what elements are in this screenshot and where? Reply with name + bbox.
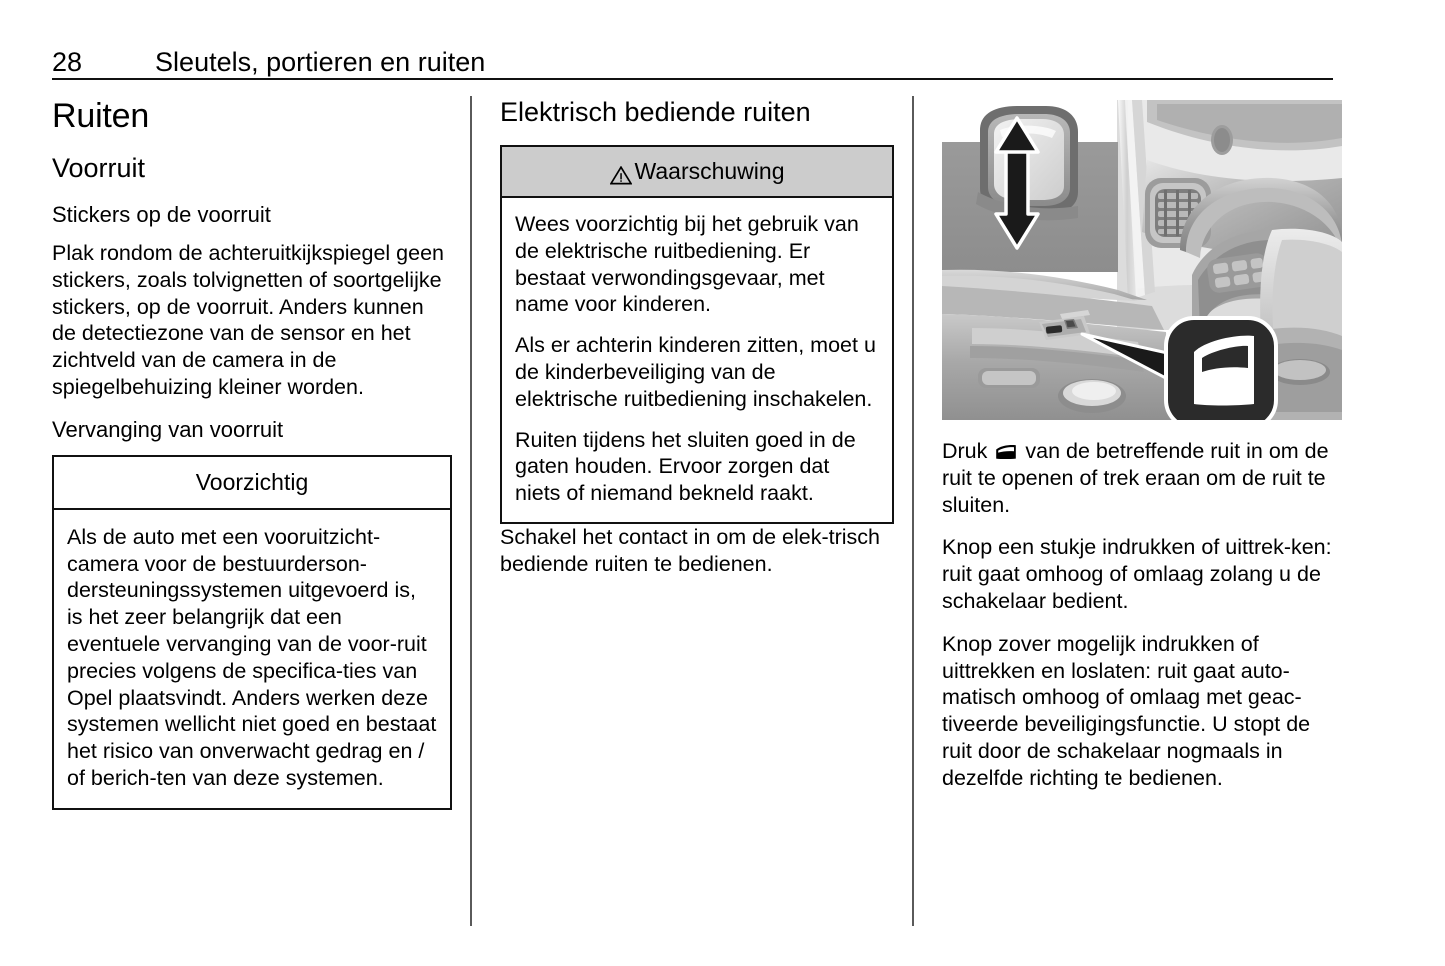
page-number: 28 — [52, 47, 83, 77]
caution-box-text: Als de auto met een vooruitzicht-camera voor de bestuurderson-dersteuningssystemen uitgevoerd is, is het zeer belangrijk dat een eventuele vervanging van de voor-ruit precies volgens de specifica-ties van Opel plaatsvindt. Anders werken deze systemen wellicht niet goed en bestaat het risico van onverwacht gedrag en / of berich-ten van deze systemen. — [67, 524, 437, 790]
caution-box-body — [54, 510, 450, 808]
warning-box — [500, 145, 894, 524]
heading-vervanging-van-voorruit: Vervanging van voorruit — [52, 416, 284, 442]
paragraph-knop-zover: Knop zover mogelijk indrukken of uittrekken en loslaten: ruit gaat auto-matisch omhoog of omlaag met geac-tiveerde beveiligingsfunctie. U stopt de ruit door de schakelaar nogmaals in dezelfde richting te bedienen. — [942, 631, 1311, 790]
paragraph-stickers: Plak rondom de achteruitkijkspiegel geen stickers, zoals tolvignetten of soortgelijke stickers, op de voorruit. Anders kunnen de detectiezone van de sensor en het zichtveld van de camera in de spiegelbehuizing kleiner worden. — [52, 241, 445, 399]
paragraph-druk-ruit — [942, 438, 1337, 518]
content-columns — [52, 96, 1337, 926]
warning-box-heading-row — [502, 147, 892, 198]
heading-elektrisch-bediende-ruiten: Elektrisch bediende ruiten — [500, 97, 811, 127]
page-header-title: Sleutels, portieren en ruiten — [155, 47, 486, 77]
warning-paragraph-2: Als er achterin kinderen zitten, moet u de kinderbeveiliging van de elektrische ruitbediening inschakelen. — [515, 333, 876, 411]
paragraph-druk-pre: Druk — [942, 439, 988, 463]
warning-paragraph-3: Ruiten tijdens het sluiten goed in de gaten houden. Ervoor zorgen dat niets of niemand bekneld raakt. — [515, 427, 856, 506]
car-door-window-switch-illustration — [942, 100, 1342, 420]
column-right — [912, 96, 1337, 926]
warning-box-body — [502, 198, 892, 522]
column-left — [52, 96, 470, 926]
warning-box-heading: Waarschuwing — [634, 158, 785, 184]
caution-box — [52, 455, 452, 810]
column-middle — [470, 96, 912, 926]
paragraph-schakel-contact: Schakel het contact in om de elek-trisch bediende ruiten te bedienen. — [500, 524, 881, 576]
door-window-icon — [995, 440, 1017, 456]
paragraph-knop-stukje: Knop een stukje indrukken of uittrek-ken: ruit gaat omhoog of omlaag zolang u de schakelaar bedient. — [942, 535, 1332, 613]
paragraph-druk-post: van de betreffende ruit in om de ruit te openen of trek eraan om de ruit te sluiten. — [942, 439, 1329, 517]
subsection-title-voorruit: Voorruit — [52, 153, 146, 183]
caution-box-heading: Voorzichtig — [54, 457, 450, 510]
page-header — [52, 36, 1333, 80]
warning-paragraph-1: Wees voorzichtig bij het gebruik van de elektrische ruitbediening. Er bestaat verwondingsgevaar, met name voor kinderen. — [515, 212, 859, 317]
section-title: Ruiten — [52, 97, 150, 135]
warning-triangle-icon — [610, 163, 632, 182]
heading-stickers-op-de-voorruit: Stickers op de voorruit — [52, 202, 271, 227]
